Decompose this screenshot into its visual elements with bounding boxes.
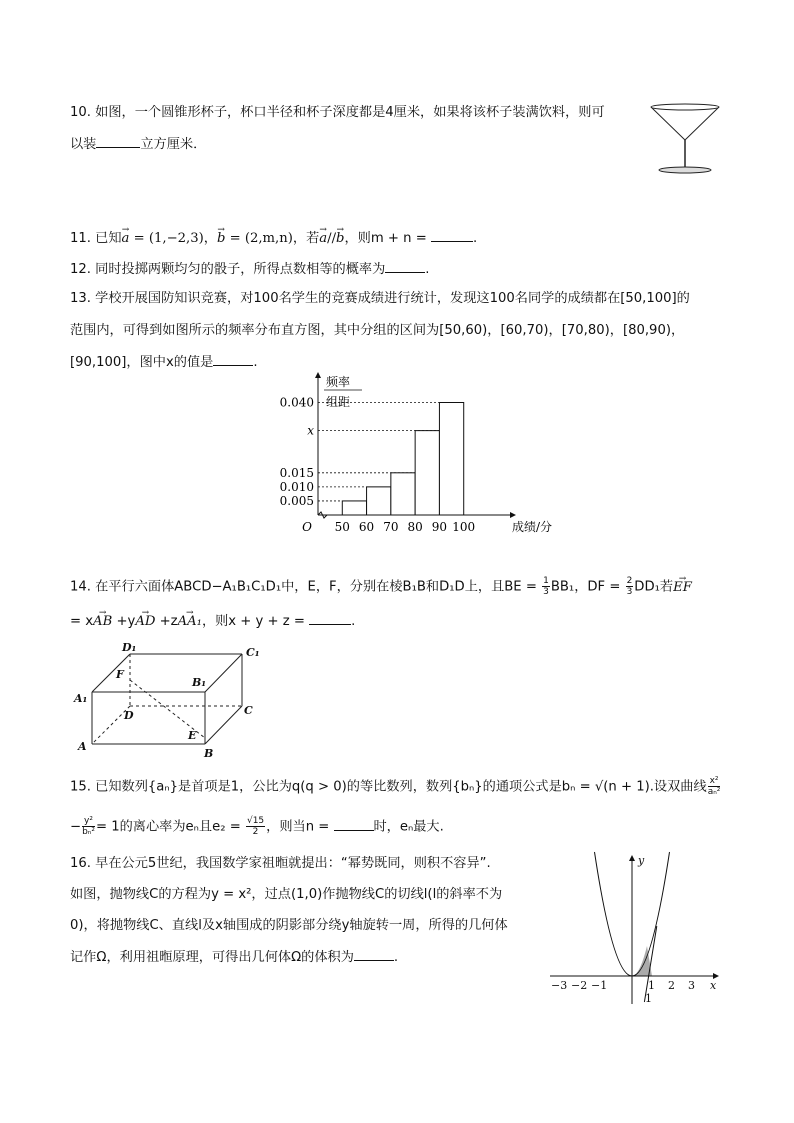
q12 [70,260,430,279]
vector-a: → a [122,230,130,248]
x-axis-title: 成绩/分 [512,520,553,534]
edge-b-c [205,706,242,744]
q15-an2: aₙ² [707,787,721,797]
q10-line2 [70,135,206,154]
tick-neg2: −2 [571,979,588,992]
q15-y2: y² [84,816,93,826]
q15-end: 时，eₙ最大. [373,819,444,835]
q11-b-value: = (2,m,n)，若 [225,231,320,246]
q15-sqrt15: √15 [246,816,265,826]
q15-x2: x² [709,776,719,786]
q13-line3-text: [90,100]，图中x的值是 [70,355,214,370]
parallelepiped-figure [70,640,270,760]
edge-d1-a1 [92,654,130,692]
q13-end: . [253,355,258,370]
x-tick-label: 100 [452,520,476,534]
cup-base [659,167,711,173]
x-axis-label: x [710,979,717,992]
frac2-den: 3 [626,587,633,597]
q16-line1: 16. 早在公元5世纪，我国数学家祖暅就提出：“幂势既同，则积不容异”. [70,856,491,871]
vector-b-2: → b [336,230,344,248]
q13-line2: 范围内，可得到如图所示的频率分布直方图，其中分组的区间为[50,60)，[60,70)，[70,80)，[80,90)， [70,323,685,338]
q15-line1 [70,776,721,797]
q14-line2-start: = x [70,614,94,629]
q14-plus-y: +y [112,614,136,629]
vector-ab: → AB [93,613,112,631]
y-tick-label: 0.015 [279,465,314,480]
label-d: D [124,709,134,722]
tick-2: 2 [668,979,675,992]
histogram-bar [391,473,415,515]
y-tick-label: 0.010 [279,479,314,494]
q14-plus-z: +z [155,614,178,629]
q14-answer-blank[interactable] [309,612,351,625]
x-tick-label: 60 [358,520,375,534]
y-axis-label: y [638,854,645,867]
y-tick-label: 0.040 [279,395,314,410]
cup-right-edge [685,107,719,140]
x-tick-label: 50 [334,520,350,534]
q15-then: ，则当n = [266,819,334,835]
q15-eccentricity: = 1的离心率为eₙ且e₂ = [95,819,245,835]
q13-line1: 13. 学校开展国防知识竞赛，对100名学生的竞赛成绩进行统计，发现这100名同学的成绩都在[50,100]的 [70,291,690,306]
x-tick-label: 90 [431,520,448,534]
q10-answer-blank[interactable] [96,135,140,148]
q12-answer-blank[interactable] [385,260,425,273]
q14-line1 [70,576,692,597]
label-a1: A₁ [74,692,88,705]
label-e: E [188,729,197,742]
histogram-bar [439,403,463,516]
parallel-sign: // [327,231,337,246]
q11 [70,229,477,248]
q15-line1-text: 15. 已知数列{aₙ}是首项是1，公比为q(q > 0)的等比数列，数列{bₙ}的通项公式是bₙ = √(n + 1).设双曲线 [70,779,707,795]
vector-ef: → EF [673,579,692,597]
vector-ad: → AD [135,613,155,631]
intercept-label: 1 [645,992,652,1005]
label-f: F [116,668,124,681]
vector-aa1: → AA₁ [178,613,202,631]
y-tick-label: 0.005 [279,493,314,508]
tick-neg1: −1 [591,979,608,992]
tick-3: 3 [688,979,695,992]
q13-line3 [70,353,258,372]
tick-1: 1 [648,979,655,992]
q10-line1: 10. 如图，一个圆锥形杯子，杯口半径和杯子深度都是4厘米，如果将该杯子装满饮料，则可 [70,105,605,120]
histogram-bar [342,501,366,515]
q14-mid1: BB₁，DF = [550,579,625,595]
q12-text: 12. 同时投掷两颗均匀的骰子，所得点数相等的概率为 [70,262,386,277]
label-b1: B₁ [192,676,207,689]
q16-line4 [70,948,398,967]
label-c1: C₁ [246,646,260,659]
q16-answer-blank[interactable] [354,948,394,961]
x-axis-arrow [510,512,516,518]
q11-a-value: = (1,−2,3)， [129,231,217,246]
q14-line2 [70,612,355,631]
q12-end: . [425,262,430,277]
x-tick-label: 70 [383,520,399,534]
y-axis-title-bottom: 组距 [326,395,351,409]
label-b: B [204,747,214,760]
q16-line2: 如图，抛物线C的方程为y = x²，过点(1,0)作抛物线C的切线l(l的斜率不为 [70,887,503,902]
label-c: C [244,704,253,717]
q15-answer-blank[interactable] [334,818,374,831]
x-tick-label: 80 [407,520,423,534]
q13-answer-blank[interactable] [213,353,253,366]
q10-line2-start: 以装 [70,137,97,152]
vector-b: → b [217,230,225,248]
q15-bn2: bₙ² [82,827,95,837]
q10-line2-end: 立方厘米． [140,137,207,152]
q14-line1-text: 14. 在平行六面体ABCD−A₁B₁C₁D₁中，E，F，分别在棱B₁B和D₁D上，且BE = [70,579,542,595]
vector-a-2: → a [319,230,327,248]
cup-left-edge [651,107,685,140]
origin-label: O [302,520,312,534]
q11-end: . [472,231,478,246]
q11-prefix: 11. 已知 [70,231,122,246]
q15-line2 [70,816,444,837]
y-axis-arrow [315,372,321,378]
label-a: A [78,740,87,753]
frac2-num: 2 [626,576,633,586]
q15-two: 2 [252,827,259,837]
q15-minus: − [70,819,82,835]
q16-line4-text: 记作Ω，利用祖暅原理，可得出几何体Ω的体积为 [70,950,354,965]
label-d1: D₁ [122,641,137,654]
q16-line3: 0)，将抛物线C、直线l及x轴围成的阴影部分绕y轴旋转一周，所得的几何体 [70,918,508,933]
q14-then: ，则x + y + z = [201,614,310,629]
tick-neg3: −3 [551,979,568,992]
y-axis-title-top: 频率 [326,375,351,389]
q14-mid2: DD₁若 [634,579,674,595]
frequency-histogram [268,370,553,538]
histogram-bar [415,431,439,515]
histogram-bar [367,487,391,515]
frac1-num: 1 [543,576,549,586]
edge-b1-c1 [205,654,242,692]
q11-then: ，则m + n = [344,231,431,246]
cone-cup-figure [649,100,721,176]
parabola-figure [548,852,726,1012]
y-tick-label: x [307,423,314,438]
cup-rim [651,104,719,110]
q16-end: . [393,950,399,965]
frac1-den: 3 [543,587,549,597]
q14-end: . [351,614,356,629]
q11-answer-blank[interactable] [431,229,473,242]
